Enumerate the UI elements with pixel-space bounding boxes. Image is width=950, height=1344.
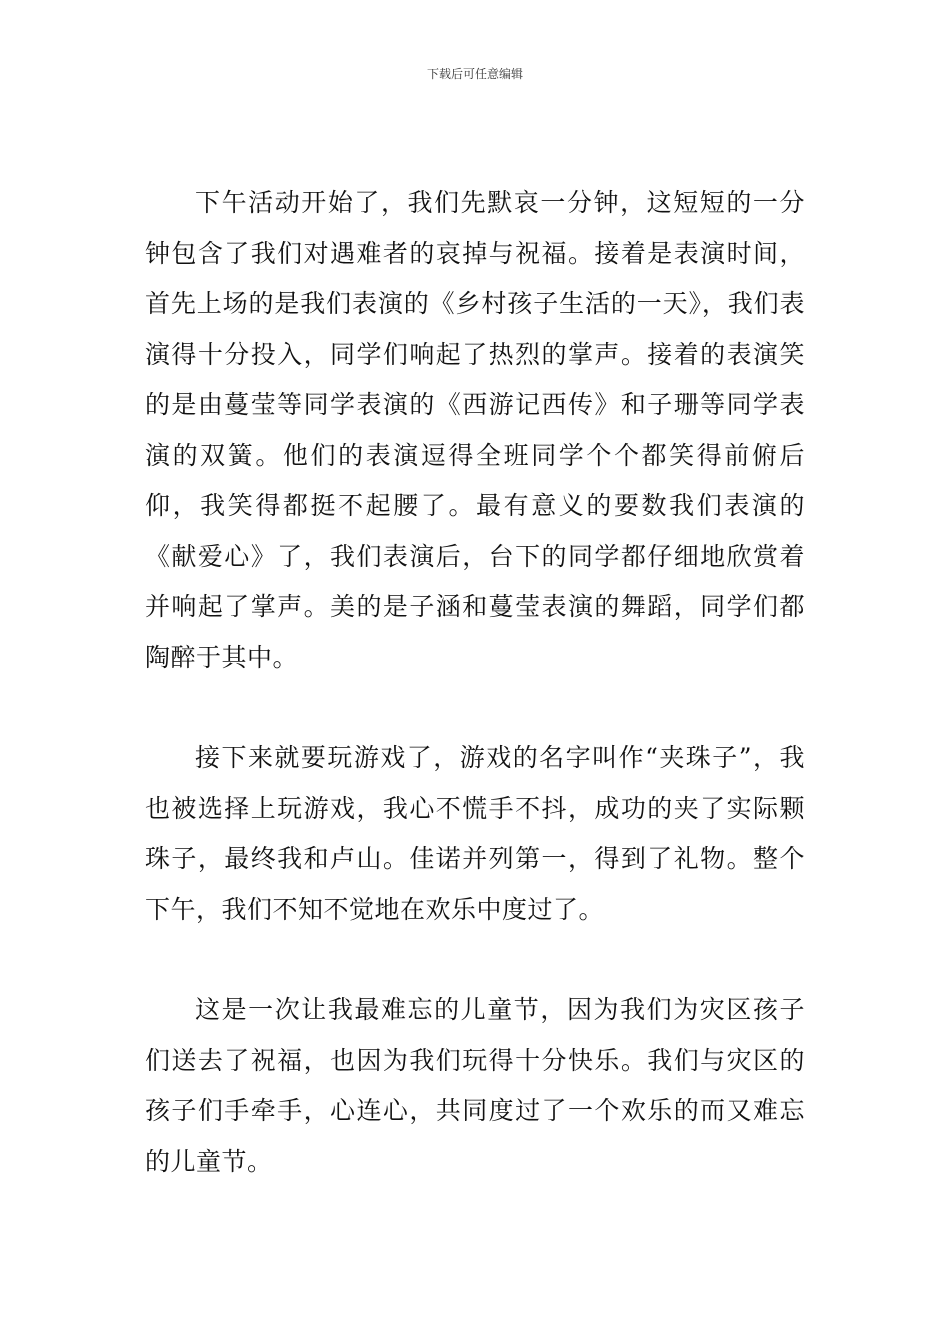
page-header: 下载后可任意编辑: [426, 67, 523, 81]
paragraph-conclusion: 这是一次让我最难忘的儿童节，因为我们为灾区孩子们送去了祝福，也因为我们玩得十分快乐。我们与灾区的孩子们手牵手，心连心，共同度过了一个欢乐的而又难忘的儿童节。: [145, 995, 805, 1176]
paragraph-game: 接下来就要玩游戏了，游戏的名字叫作“夹珠子”，我也被选择上玩游戏，我心不慌手不抖，成功的夹了实际颗珠子，最终我和卢山。佳诺并列第一，得到了礼物。整个下午，我们不知不觉地在欢乐中度过了。: [145, 743, 805, 924]
paragraph-performances: 下午活动开始了，我们先默哀一分钟，这短短的一分钟包含了我们对遇难者的哀掉与祝福。接着是表演时间，首先上场的是我们表演的《乡村孩子生活的一天》，我们表演得十分投入，同学们响起了热烈的掌声。接着的表演笑的是由蔓莹等同学表演的《西游记西传》和子珊等同学表演的双簧。他们的表演逗得全班同学个个都笑得前俯后仰，我笑得都挺不起腰了。最有意义的要数我们表演的《献爱心》了，我们表演后，台下的同学都仔细地欣赏着并响起了掌声。美的是子涵和蔓莹表演的舞蹈，同学们都陶醉于其中。: [145, 188, 805, 672]
document-body: [145, 178, 805, 1187]
